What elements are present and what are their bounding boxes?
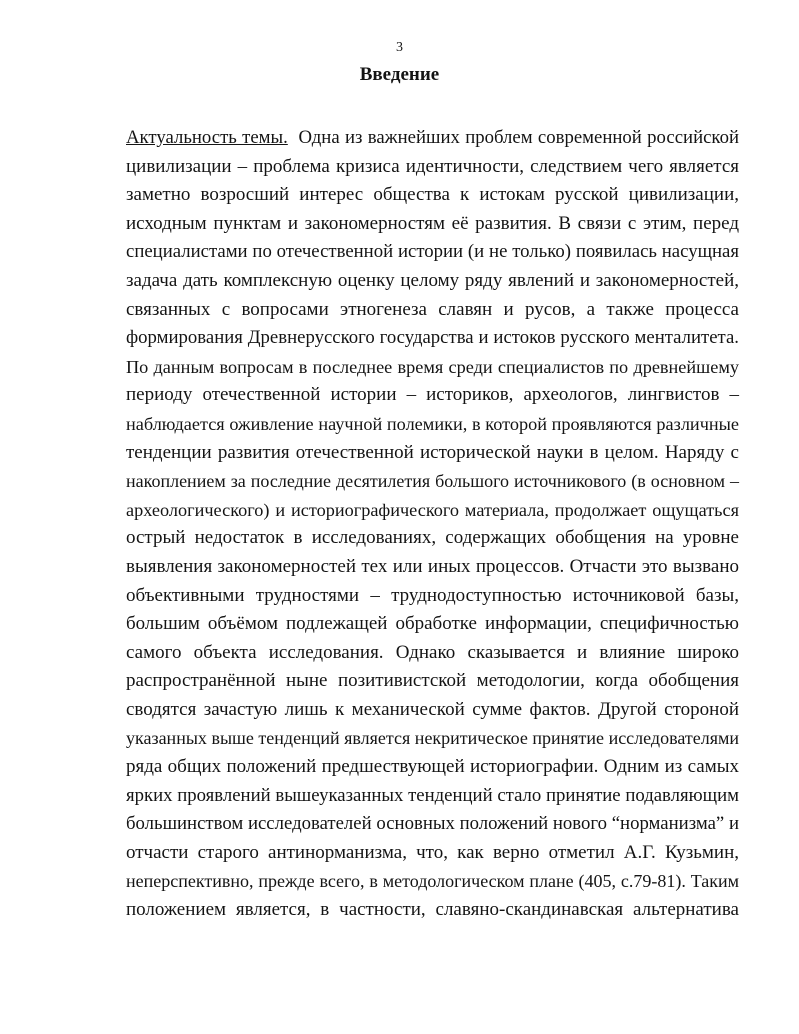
text-line: объективными трудностями – труднодоступностью источниковой базы,	[126, 584, 739, 606]
text-line: тенденции развития отечественной исторической науки в целом. Наряду с	[126, 441, 739, 463]
text-line: самого объекта исследования. Однако сказывается и влияние широко	[126, 641, 739, 663]
text-line: цивилизации – проблема кризиса идентичности, следствием чего является	[126, 155, 739, 177]
text-line: выявления закономерностей тех или иных процессов. Отчасти это вызвано	[126, 555, 739, 577]
page-heading: Введение	[359, 64, 440, 85]
text-line: задача дать комплексную оценку целому ряду явлений и закономерностей,	[126, 269, 739, 291]
text-line: специалистами по отечественной истории (и не только) появилась насущная	[126, 241, 739, 263]
text-line-content: Одна из важнейших проблем современной российской	[298, 127, 739, 148]
text-line: большинством исследователей основных положений нового “норманизма” и	[126, 813, 739, 835]
text-line: связанных с вопросами этногенеза славян и русов, а также процесса	[126, 298, 739, 320]
text-line: указанных выше тенденций является некритическое принятие исследователями	[126, 728, 739, 749]
text-line: большим объёмом подлежащей обработке информации, специфичностью	[126, 613, 739, 635]
text-line: ряда общих положений предшествующей историографии. Одним из самых	[126, 756, 739, 778]
page-number: 3	[396, 40, 403, 55]
text-line	[126, 124, 739, 153]
text-line: накоплением за последние десятилетия большого источникового (в основном –	[126, 471, 739, 492]
text-line: периоду отечественной истории – историков, археологов, лингвистов –	[126, 384, 739, 406]
text-line: острый недостаток в исследованиях, содержащих обобщения на уровне	[126, 527, 739, 549]
text-line: По данным вопросам в последнее время среди специалистов по древнейшему	[126, 356, 739, 377]
text-line: заметно возросший интерес общества к истокам русской цивилизации,	[126, 184, 739, 206]
body-paragraph	[126, 124, 739, 925]
text-line: неперспективно, прежде всего, в методологическом плане (405, с.79-81). Таким	[126, 871, 739, 892]
text-line: наблюдается оживление научной полемики, в которой проявляются различные	[126, 413, 739, 434]
text-line: отчасти старого антинорманизма, что, как верно отметил А.Г. Кузьмин,	[126, 841, 739, 863]
text-line: сводятся зачастую лишь к механической сумме фактов. Другой стороной	[126, 698, 739, 720]
text-line: положением является, в частности, славяно-скандинавская альтернатива	[126, 899, 739, 921]
section-lead: Актуальность темы.	[126, 127, 288, 148]
text-line: ярких проявлений вышеуказанных тенденций стало принятие подавляющим	[126, 784, 739, 806]
text-line: исходным пунктам и закономерностям её развития. В связи с этим, перед	[126, 212, 739, 234]
text-line: распространённой ныне позитивистской методологии, когда обобщения	[126, 670, 739, 692]
text-line: формирования Древнерусского государства и истоков русского менталитета.	[126, 327, 739, 349]
text-line: археологического) и историографического материала, продолжает ощущаться	[126, 499, 739, 520]
